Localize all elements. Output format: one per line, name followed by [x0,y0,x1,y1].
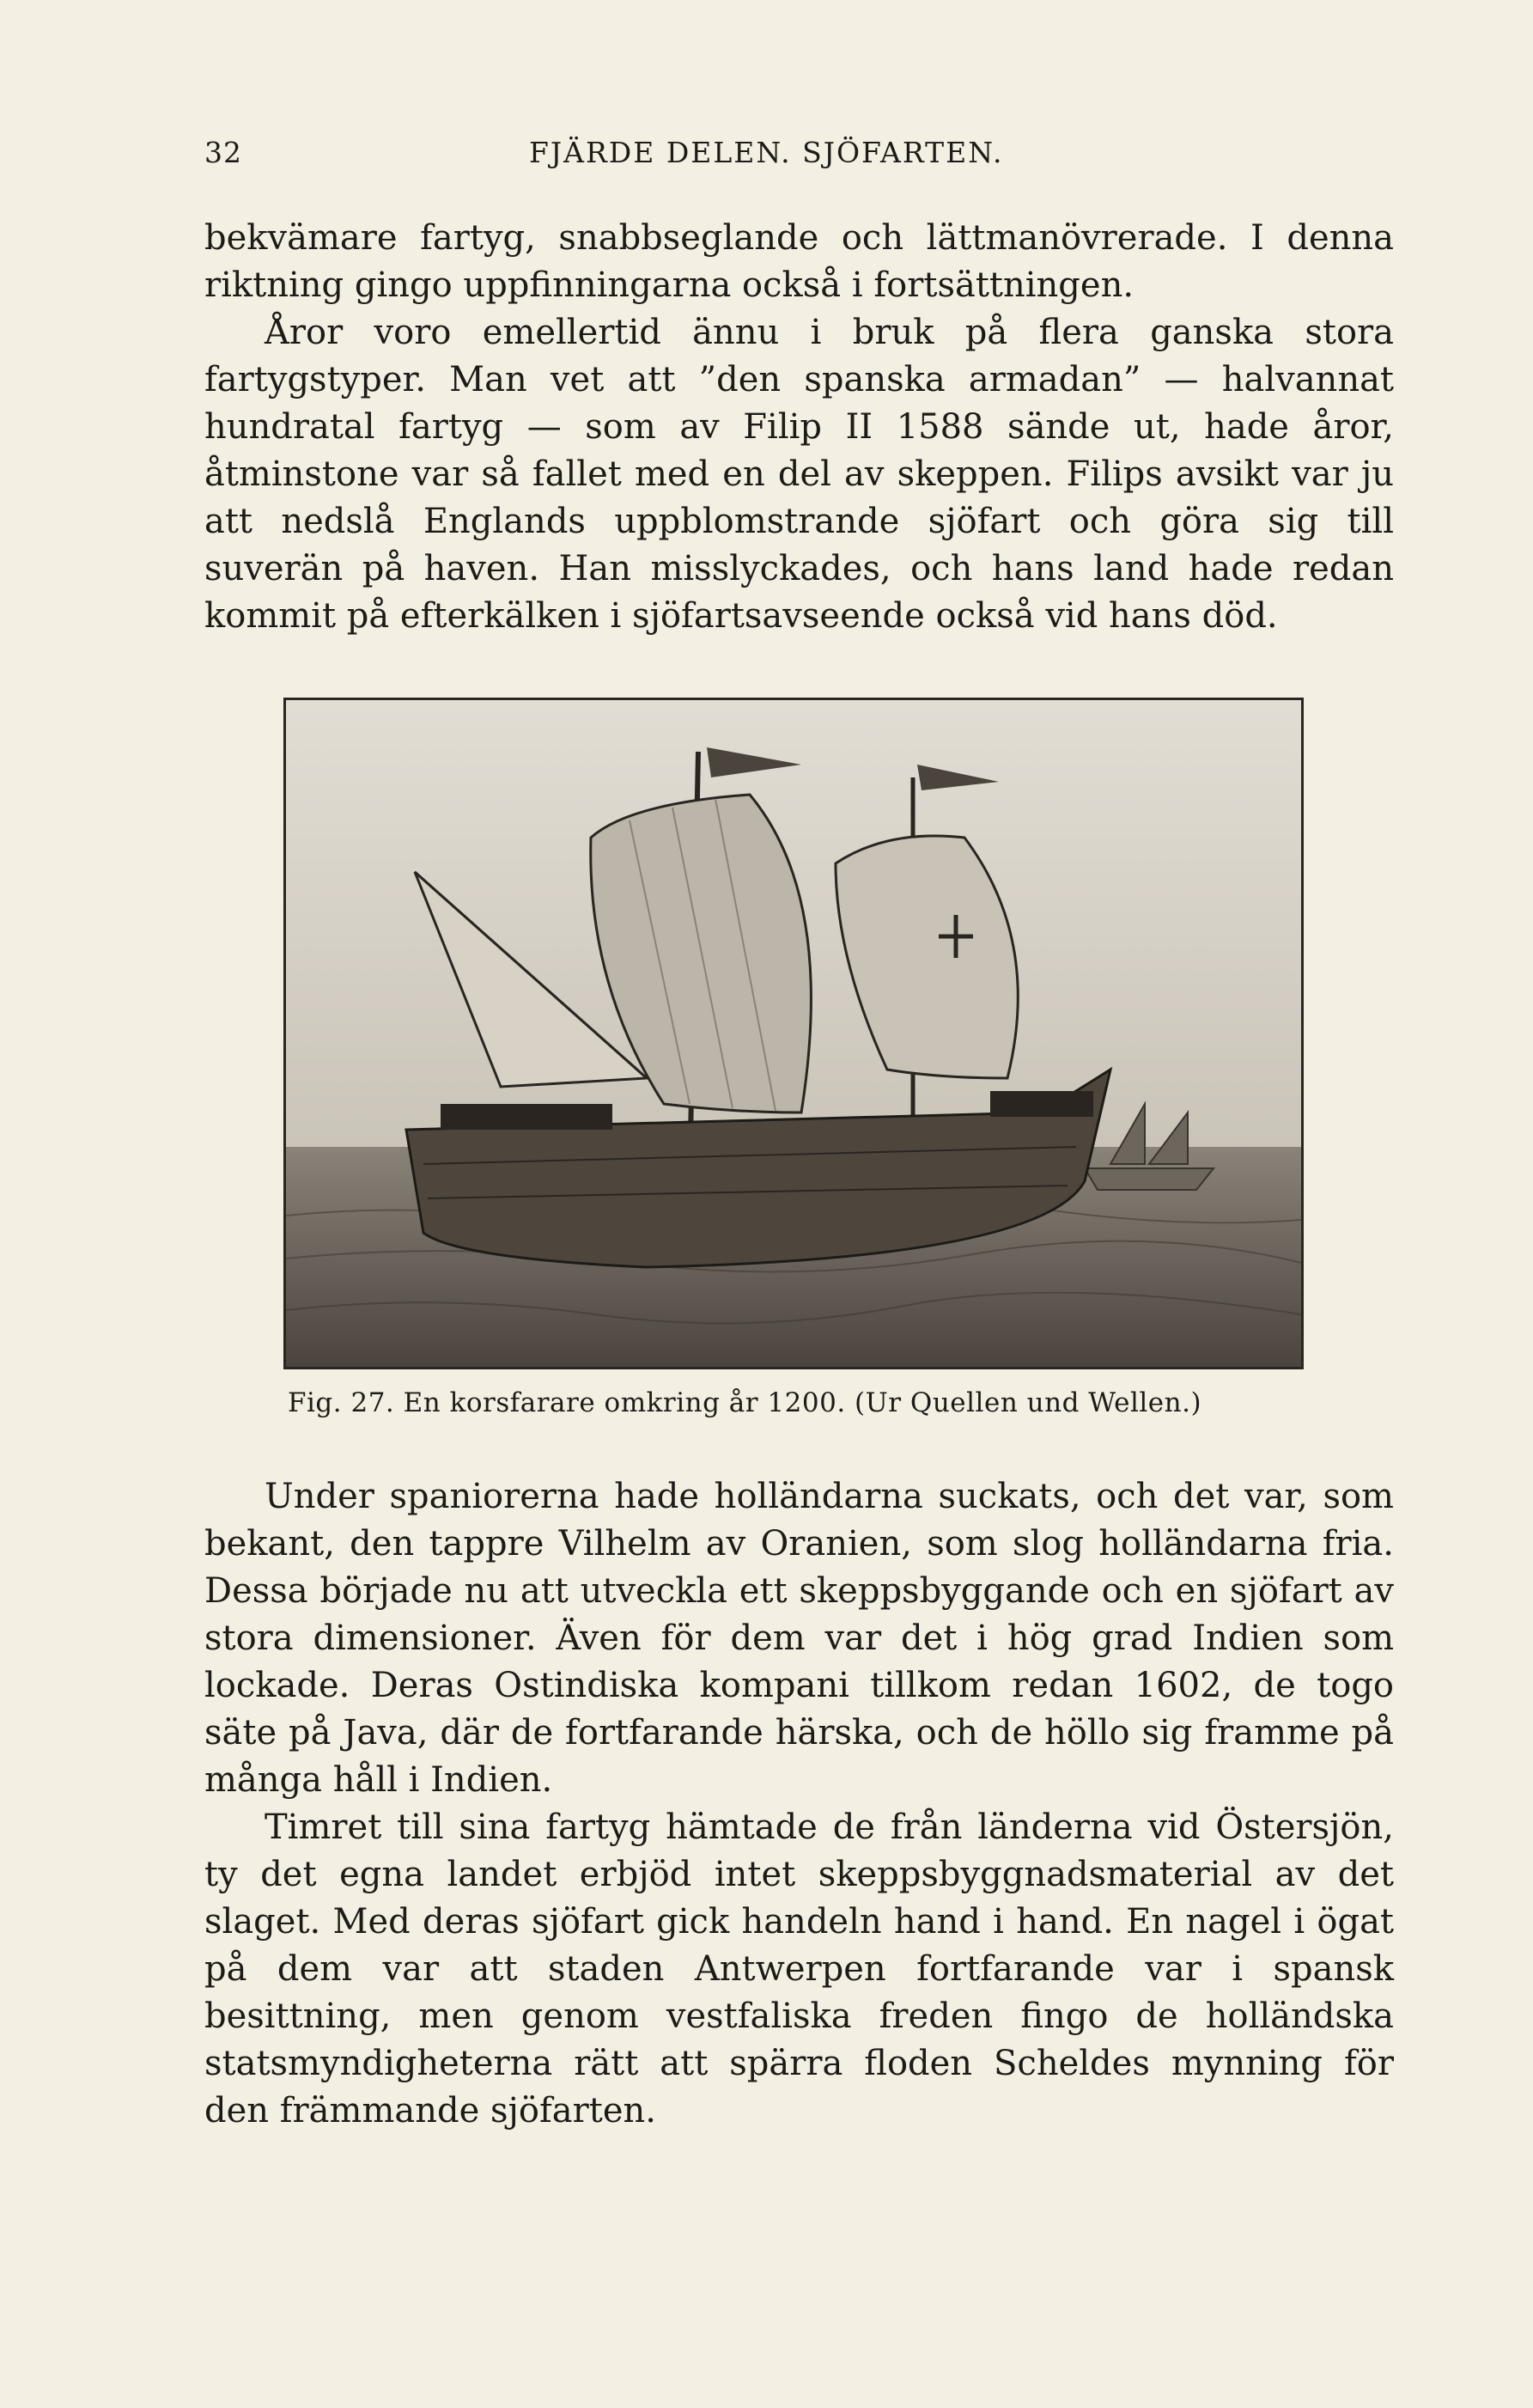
page-number: 32 [204,136,242,169]
text-block-bottom [204,1473,1394,2135]
paragraph: bekvämare fartyg, snabbseglande och lättmanövrerade. I denna riktning gingo uppfinningarna också i fortsättningen. [204,218,1394,305]
running-title: FJÄRDE DELEN. SJÖFARTEN. [529,136,1004,169]
figure-illustration [283,698,1304,1369]
text-block-top [204,215,1394,640]
paragraph: Timret till sina fartyg hämtade de från länderna vid Östersjön, ty det egna landet erbjöd intet skeppsbyggnadsmaterial av det slaget. Med deras sjöfart gick handeln hand i hand. En nagel i ögat på dem var att staden Antwerpen fortfarande var i spansk besittning, men genom vestfaliska freden fingo de holländska statsmyndigheterna rätt att spärra floden Scheldes mynning för den främmande sjöfarten. [204,1808,1394,2131]
ship-illustration [286,700,1301,1367]
figure-caption: Fig. 27. En korsfarare omkring år 1200. (Ur Quellen und Wellen.) [288,1387,1202,1418]
paragraph: Åror voro emellertid ännu i bruk på flera ganska stora fartygstyper. Man vet att ”den spanska armadan” — halvannat hundratal fartyg — som av Filip II 1588 sände ut, hade åror, åtminstone var så fallet med en del av skeppen. Filips avsikt var ju att nedslå Englands uppblomstrande sjöfart och göra sig till suverän på haven. Han misslyckades, och hans land hade redan kommit på efterkälken i sjöfartsavseende också vid hans död. [204,313,1394,636]
paragraph: Under spaniorerna hade holländarna suckats, och det var, som bekant, den tappre Vilhelm av Oranien, som slog holländarna fria. Dessa började nu att utveckla ett skeppsbyggande och en sjöfart av stora dimensioner. Även för dem var det i hög grad Indien som lockade. Deras Ostindiska kompani tillkom redan 1602, de togo säte på Java, där de fortfarande härska, och de höllo sig framme på många håll i Indien. [204,1477,1394,1800]
